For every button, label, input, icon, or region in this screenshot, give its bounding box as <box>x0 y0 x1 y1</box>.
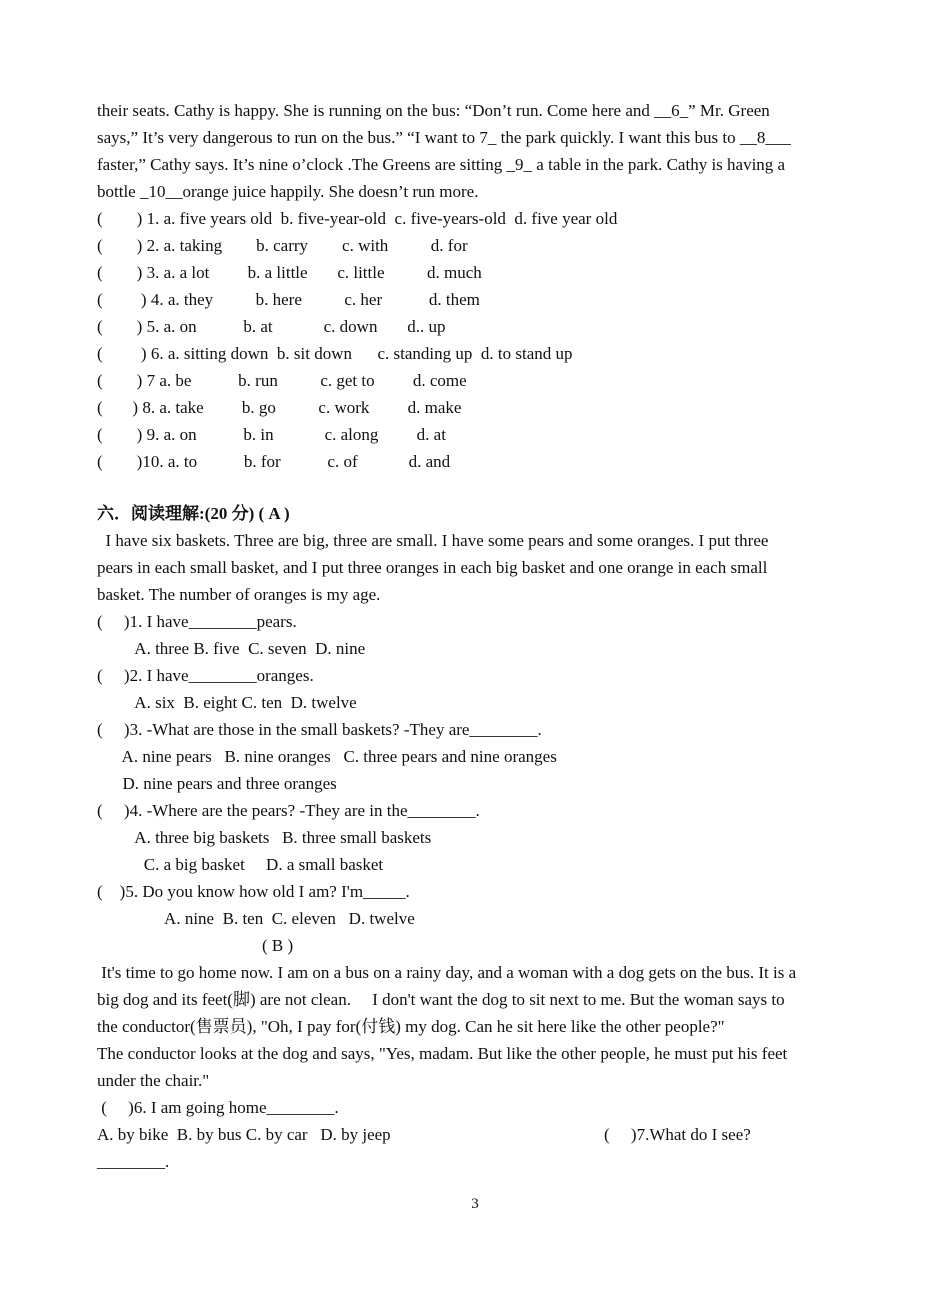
question-a-line: ( )4. -Where are the pears? -They are in the________. <box>97 801 480 820</box>
cloze-passage-line: faster,” Cathy says. It’s nine o’clock .The Greens are sitting _9_ a table in the park. Cathy is having a <box>97 155 786 174</box>
passage-a-line: basket. The number of oranges is my age. <box>97 585 381 604</box>
cloze-item: ( ) 9. a. on b. in c. along d. at <box>97 425 446 444</box>
question-7-blank: ________. <box>97 1152 170 1171</box>
cloze-passage-line: says,” It’s very dangerous to run on the bus.” “I want to 7_ the park quickly. I want this bus to __8___ <box>97 128 791 147</box>
cloze-item: ( ) 4. a. they b. here c. her d. them <box>97 290 480 309</box>
question-6-options: A. by bike B. by bus C. by car D. by jeep <box>97 1125 391 1144</box>
question-a-line: A. nine pears B. nine oranges C. three pears and nine oranges <box>97 747 557 766</box>
passage-b-line: the conductor(售票员), "Oh, I pay for(付钱) my dog. Can he sit here like the other people?" <box>97 1017 725 1036</box>
cloze-item: ( ) 2. a. taking b. carry c. with d. for <box>97 236 468 255</box>
question-a-line: D. nine pears and three oranges <box>97 774 337 793</box>
question-6: ( )6. I am going home________. <box>97 1098 339 1117</box>
cloze-passage-line: bottle _10__orange juice happily. She doesn’t run more. <box>97 182 479 201</box>
question-a-line: ( )2. I have________oranges. <box>97 666 314 685</box>
passage-b-line: It's time to go home now. I am on a bus on a rainy day, and a woman with a dog gets on the bus. It is a <box>97 963 797 982</box>
passage-b-line: The conductor looks at the dog and says, "Yes, madam. But like the other people, he must put his feet <box>97 1044 788 1063</box>
cloze-item: ( )10. a. to b. for c. of d. and <box>97 452 451 471</box>
cloze-item: ( ) 1. a. five years old b. five-year-old c. five-years-old d. five year old <box>97 209 618 228</box>
passage-a-line: pears in each small basket, and I put three oranges in each big basket and one orange in each small <box>97 558 768 577</box>
question-a-line: ( )1. I have________pears. <box>97 612 297 631</box>
question-a-line: A. nine B. ten C. eleven D. twelve <box>97 909 415 928</box>
question-a-line: A. six B. eight C. ten D. twelve <box>97 693 357 712</box>
cloze-item: ( ) 6. a. sitting down b. sit down c. standing up d. to stand up <box>97 344 573 363</box>
question-7: ( )7.What do I see? <box>604 1125 751 1144</box>
cloze-item: ( ) 5. a. on b. at c. down d.. up <box>97 317 446 336</box>
cloze-item: ( ) 8. a. take b. go c. work d. make <box>97 398 462 417</box>
cloze-item: ( ) 7 a. be b. run c. get to d. come <box>97 371 467 390</box>
section-b-label: ( B ) <box>262 936 294 955</box>
passage-b-line: under the chair." <box>97 1071 210 1090</box>
cloze-passage-line: their seats. Cathy is happy. She is running on the bus: “Don’t run. Come here and __6_” Mr. Green <box>97 101 770 120</box>
question-a-line: ( )3. -What are those in the small baskets? -They are________. <box>97 720 542 739</box>
page-number: 3 <box>471 1196 479 1212</box>
question-a-line: ( )5. Do you know how old I am? I'm_____. <box>97 882 410 901</box>
passage-b-line: big dog and its feet(脚) are not clean. I don't want the dog to sit next to me. But the woman says to <box>97 990 785 1009</box>
question-a-line: A. three B. five C. seven D. nine <box>97 639 366 658</box>
reading-section-heading: 六．阅读理解:(20 分) ( A ) <box>97 504 290 523</box>
question-a-line: C. a big basket D. a small basket <box>97 855 384 874</box>
cloze-item: ( ) 3. a. a lot b. a little c. little d. much <box>97 263 482 282</box>
passage-a-line: I have six baskets. Three are big, three are small. I have some pears and some oranges. I put three <box>97 531 769 550</box>
question-a-line: A. three big baskets B. three small baskets <box>97 828 432 847</box>
